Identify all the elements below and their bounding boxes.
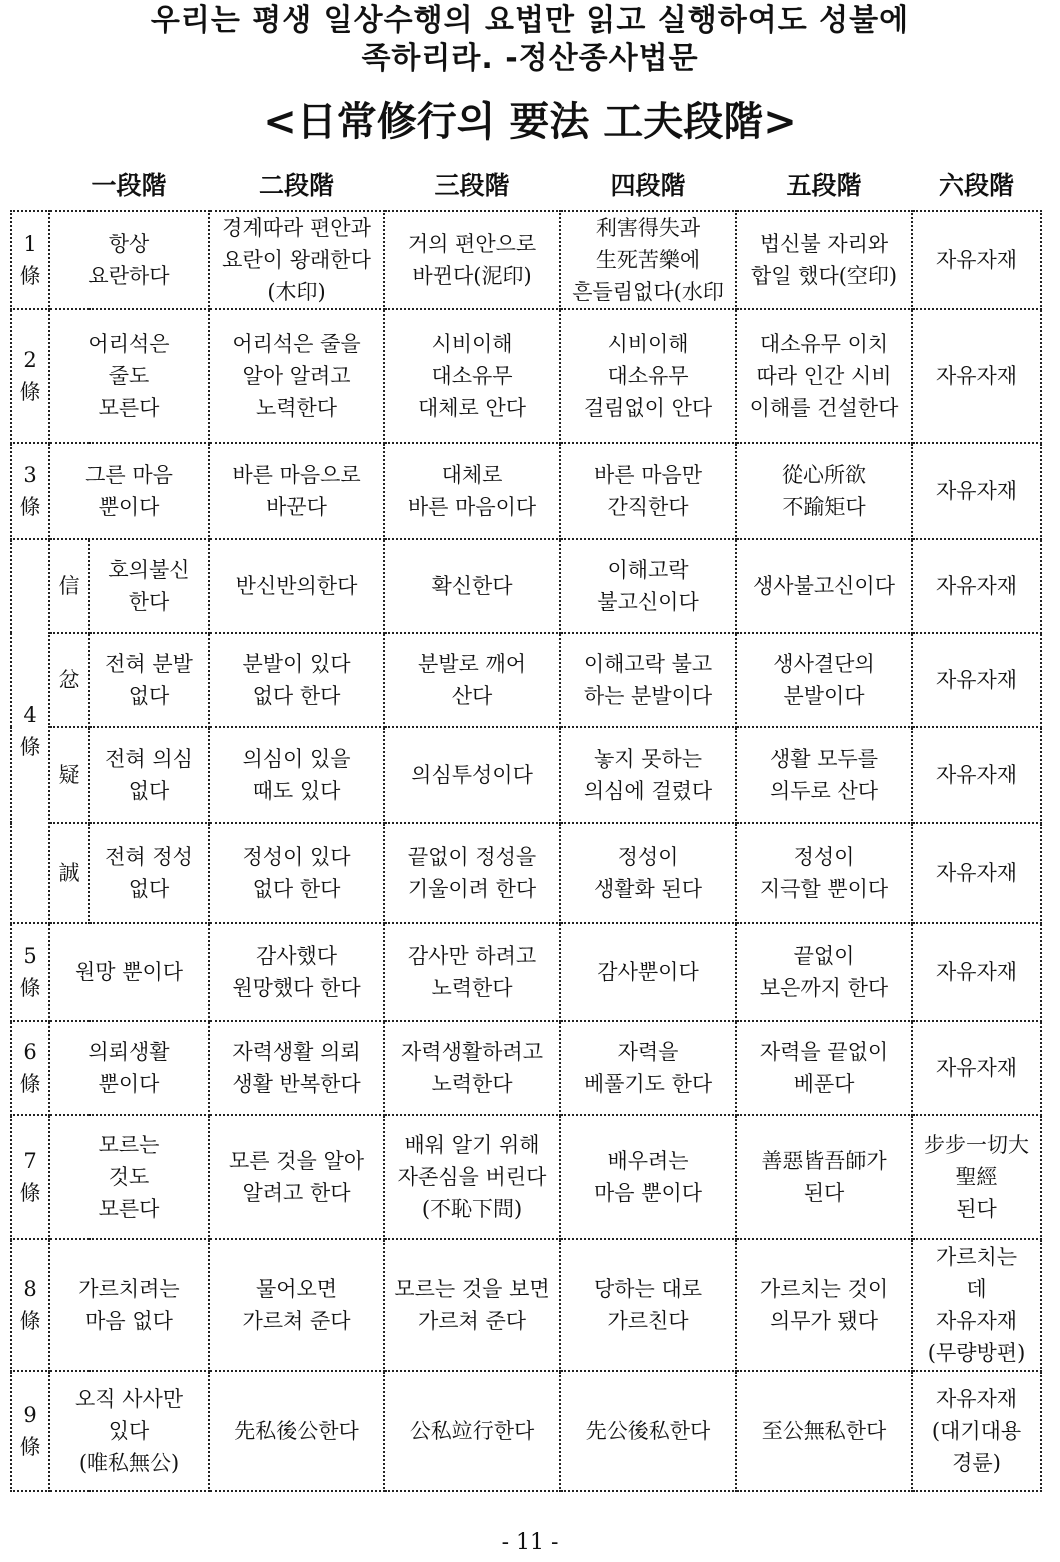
stage-4-cell (560, 727, 736, 823)
stage-6-cell (912, 823, 1041, 923)
stage-3-cell (384, 539, 560, 633)
cell-text: 대소유무 이치 따라 인간 시비 이해를 건설한다 (749, 332, 899, 420)
cell-text: 從心所欲 不踰矩다 (782, 463, 867, 519)
stage-4-cell (560, 823, 736, 923)
header-stage-1: 一段階 (91, 171, 167, 200)
row-number-suffix: 條 (19, 1181, 41, 1205)
stage-1-cell (89, 727, 209, 823)
stage-2-cell (209, 443, 384, 539)
cell-text: 자유자재 (935, 248, 1018, 272)
cell-text: 감사뿐이다 (597, 960, 699, 984)
quote-line-2: 족하리라. -정산종사법문 (361, 41, 699, 76)
stage-5-cell (736, 1021, 912, 1115)
stage-3-cell (384, 309, 560, 443)
cell-text: 先公後私한다 (585, 1419, 711, 1443)
cell-text: 어리석은 줄도 모른다 (88, 332, 170, 420)
stage-1-cell (89, 633, 209, 727)
row-number-suffix: 條 (19, 735, 41, 759)
stage-6-cell (912, 923, 1041, 1021)
stage-6-cell (912, 1021, 1041, 1115)
subrow-label: 疑 (49, 727, 89, 823)
cell-text: 公私竝行한다 (409, 1419, 535, 1443)
stage-2-cell (209, 1115, 384, 1239)
row-number-7 (11, 1115, 49, 1239)
stage-5-cell (736, 211, 912, 309)
cell-text: 자유자재 (935, 960, 1018, 984)
cell-text: 원망 뿐이다 (74, 960, 184, 984)
stage-1-cell (89, 539, 209, 633)
row-number-4 (11, 539, 49, 923)
row-number-digit: 9 (23, 1403, 37, 1427)
cell-text: 시비이해 대소유무 대체로 안다 (417, 332, 527, 420)
stage-3-cell (384, 727, 560, 823)
table-row (11, 309, 1041, 443)
header-row (11, 162, 1041, 211)
stage-1-cell (49, 1371, 209, 1491)
quote-block (0, 2, 1060, 78)
cell-text: 거의 편안으로 바뀐다(泥印) (407, 232, 537, 288)
cell-text: 모르는 것을 보면 가르쳐 준다 (394, 1277, 550, 1333)
row-number-5 (11, 923, 49, 1021)
stage-5-cell (736, 1371, 912, 1491)
stage-1-cell (49, 211, 209, 309)
cell-text: 감사했다 원망했다 한다 (232, 944, 361, 1000)
table-row (11, 1371, 1041, 1491)
cell-text: 항상 요란하다 (88, 232, 170, 288)
stage-4-cell (560, 211, 736, 309)
stage-5-cell (736, 633, 912, 727)
stage-5-cell (736, 443, 912, 539)
cell-text: 가르치려는 마음 없다 (78, 1277, 180, 1333)
stage-3-cell (384, 1239, 560, 1371)
stage-4-cell (560, 1239, 736, 1371)
stage-5-cell (736, 823, 912, 923)
cell-text: 끝없이 보은까지 한다 (759, 944, 889, 1000)
cell-text: 당하는 대로 가르친다 (593, 1277, 703, 1333)
stage-1-cell (49, 923, 209, 1021)
cell-text: 자력생활 의뢰 생활 반복한다 (232, 1040, 361, 1096)
row-number-1 (11, 211, 49, 309)
table-row (11, 211, 1041, 309)
row-number-digit: 5 (23, 944, 37, 968)
cell-text: 정성이 지극할 뿐이다 (759, 845, 889, 901)
stage-2-cell (209, 923, 384, 1021)
header-stage-5: 五段階 (786, 171, 862, 200)
row-number-suffix: 條 (19, 976, 41, 1000)
stage-1-cell (49, 309, 209, 443)
cell-text: 모른 것을 알아 알려고 한다 (228, 1149, 365, 1205)
table-row (11, 1021, 1041, 1115)
stage-2-cell (209, 1021, 384, 1115)
cell-text: 모르는 것도 모른다 (98, 1133, 160, 1221)
stage-2-cell (209, 211, 384, 309)
cell-text: 자유자재 (대기대용 경륜) (931, 1387, 1022, 1475)
stage-2-cell (209, 633, 384, 727)
stage-2-cell (209, 1371, 384, 1491)
stage-6-cell (912, 633, 1041, 727)
row-number-digit: 6 (23, 1040, 37, 1064)
subrow-label: 信 (49, 539, 89, 633)
cell-text: 배워 알기 위해 자존심을 버린다 (不恥下問) (397, 1133, 547, 1221)
cell-text: 자유자재 (935, 668, 1018, 692)
row-number-digit: 1 (23, 232, 37, 256)
header-stage-3: 三段階 (434, 171, 510, 200)
cell-text: 가르치는 것이 의무가 됐다 (759, 1277, 889, 1333)
cell-text: 오직 사사만 있다 (唯私無公) (74, 1387, 184, 1475)
stage-6-cell (912, 727, 1041, 823)
practice-stages-table (10, 162, 1042, 1492)
header-corner (11, 162, 49, 211)
cell-text: 자력을 끝없이 베푼다 (759, 1040, 889, 1096)
cell-text: 자유자재 (935, 364, 1018, 388)
row-number-suffix: 條 (19, 1309, 41, 1333)
table-body (11, 211, 1041, 1491)
cell-text: 시비이해 대소유무 걸림없이 안다 (583, 332, 713, 420)
cell-text: 법신불 자리와 합일 했다(空印) (750, 232, 898, 288)
cell-text: 감사만 하려고 노력한다 (407, 944, 537, 1000)
cell-text: 확신한다 (431, 574, 513, 598)
stage-3-cell (384, 211, 560, 309)
cell-text: 생사불고신이다 (753, 574, 896, 598)
cell-text: 步步一切大 聖經 된다 (924, 1133, 1030, 1221)
cell-text: 어리석은 줄을 알아 알려고 노력한다 (232, 332, 361, 420)
row-number-digit: 2 (23, 348, 37, 372)
stage-4-cell (560, 309, 736, 443)
cell-text: 자유자재 (935, 1056, 1018, 1080)
stage-6-cell (912, 211, 1041, 309)
stage-4-cell (560, 539, 736, 633)
cell-text: 이해고락 불고신이다 (597, 558, 699, 614)
cell-text: 先私後公한다 (234, 1419, 359, 1443)
stage-1-cell (49, 1021, 209, 1115)
cell-text: 자유자재 (935, 479, 1018, 503)
page-title: <日常修行의 要法 工夫段階> (263, 98, 797, 145)
stage-6-cell (912, 309, 1041, 443)
row-number-digit: 7 (23, 1149, 37, 1173)
cell-text: 의심투성이다 (411, 763, 533, 787)
stage-1-cell (49, 443, 209, 539)
stage-5-cell (736, 309, 912, 443)
table-row (11, 539, 1041, 633)
header-stage-6: 六段階 (939, 171, 1015, 200)
row-number-digit: 4 (23, 703, 37, 727)
cell-text: 전혀 분발 없다 (105, 652, 193, 708)
table-row (11, 923, 1041, 1021)
row-number-9 (11, 1371, 49, 1491)
row-number-suffix: 條 (19, 1072, 41, 1096)
stage-2-cell (209, 309, 384, 443)
stage-5-cell (736, 727, 912, 823)
table-row (11, 1115, 1041, 1239)
cell-text: 바른 마음으로 바꾼다 (232, 463, 361, 519)
table-row (11, 1239, 1041, 1371)
cell-text: 전혀 정성 없다 (105, 845, 193, 901)
stage-3-cell (384, 923, 560, 1021)
stage-4-cell (560, 1021, 736, 1115)
table-row (11, 727, 1041, 823)
row-number-suffix: 條 (19, 495, 41, 519)
row-number-6 (11, 1021, 49, 1115)
stage-5-cell (736, 923, 912, 1021)
stage-1-cell (49, 1239, 209, 1371)
quote-line-1: 우리는 평생 일상수행의 요법만 읽고 실행하여도 성불에 (150, 3, 910, 38)
stage-3-cell (384, 823, 560, 923)
cell-text: 생사결단의 분발이다 (773, 652, 875, 708)
stage-4-cell (560, 443, 736, 539)
cell-text: 의심이 있을 때도 있다 (242, 747, 351, 803)
row-number-suffix: 條 (19, 380, 41, 404)
header-stage-4: 四段階 (610, 171, 686, 200)
stage-4-cell (560, 1371, 736, 1491)
cell-text: 그른 마음 뿐이다 (85, 463, 173, 519)
cell-text: 이해고락 불고 하는 분발이다 (583, 652, 713, 708)
cell-text: 생활 모두를 의두로 산다 (769, 747, 879, 803)
cell-text: 바른 마음만 간직한다 (593, 463, 703, 519)
cell-text: 자유자재 (935, 861, 1018, 885)
table-row (11, 443, 1041, 539)
subrow-label: 誠 (49, 823, 89, 923)
cell-text: 배우려는 마음 뿐이다 (593, 1149, 703, 1205)
stage-1-cell (89, 823, 209, 923)
table-row (11, 823, 1041, 923)
page-number: - 11 - (501, 1530, 559, 1555)
cell-text: 자유자재 (935, 574, 1018, 598)
stage-3-cell (384, 1021, 560, 1115)
cell-text: 경계따라 편안과 요란이 왕래한다 (木印) (222, 216, 371, 304)
cell-text: 자력생활하려고 노력한다 (401, 1040, 544, 1096)
cell-text: 정성이 있다 없다 한다 (242, 845, 351, 901)
cell-text: 반신반의한다 (235, 574, 358, 598)
row-number-suffix: 條 (19, 1435, 41, 1459)
cell-text: 至公無私한다 (761, 1419, 887, 1443)
stage-3-cell (384, 443, 560, 539)
header-stage-2: 二段階 (259, 171, 335, 200)
stage-5-cell (736, 539, 912, 633)
cell-text: 대체로 바른 마음이다 (407, 463, 537, 519)
cell-text: 전혀 의심 없다 (105, 747, 193, 803)
stage-6-cell (912, 1371, 1041, 1491)
stage-6-cell (912, 443, 1041, 539)
cell-text: 善惡皆吾師가 된다 (761, 1149, 887, 1205)
stage-4-cell (560, 923, 736, 1021)
cell-text: 利害得失과 生死苦樂에 흔들림없다(水印 (572, 216, 724, 304)
stage-5-cell (736, 1239, 912, 1371)
row-number-3 (11, 443, 49, 539)
row-number-suffix: 條 (19, 264, 41, 288)
cell-text: 놓지 못하는 의심에 걸렸다 (583, 747, 713, 803)
row-number-8 (11, 1239, 49, 1371)
subrow-label: 忿 (49, 633, 89, 727)
cell-text: 가르치는 데 자유자재 (무량방편) (927, 1245, 1026, 1365)
stage-3-cell (384, 1371, 560, 1491)
stage-2-cell (209, 1239, 384, 1371)
stage-6-cell (912, 539, 1041, 633)
row-number-digit: 3 (23, 463, 37, 487)
cell-text: 물어오면 가르쳐 준다 (242, 1277, 351, 1333)
row-number-digit: 8 (23, 1277, 37, 1301)
cell-text: 자유자재 (935, 763, 1018, 787)
stage-2-cell (209, 727, 384, 823)
stage-6-cell (912, 1115, 1041, 1239)
table-row (11, 633, 1041, 727)
cell-text: 분발이 있다 없다 한다 (242, 652, 351, 708)
row-number-2 (11, 309, 49, 443)
cell-text: 호의불신 한다 (108, 558, 190, 614)
stage-3-cell (384, 1115, 560, 1239)
stage-5-cell (736, 1115, 912, 1239)
cell-text: 정성이 생활화 된다 (593, 845, 703, 901)
stage-4-cell (560, 633, 736, 727)
cell-text: 분발로 깨어 산다 (417, 652, 527, 708)
stage-2-cell (209, 539, 384, 633)
cell-text: 의뢰생활 뿐이다 (88, 1040, 170, 1096)
stage-3-cell (384, 633, 560, 727)
cell-text: 자력을 베풀기도 한다 (583, 1040, 713, 1096)
stage-6-cell (912, 1239, 1041, 1371)
stage-1-cell (49, 1115, 209, 1239)
cell-text: 끝없이 정성을 기울이려 한다 (407, 845, 537, 901)
stage-4-cell (560, 1115, 736, 1239)
stage-2-cell (209, 823, 384, 923)
